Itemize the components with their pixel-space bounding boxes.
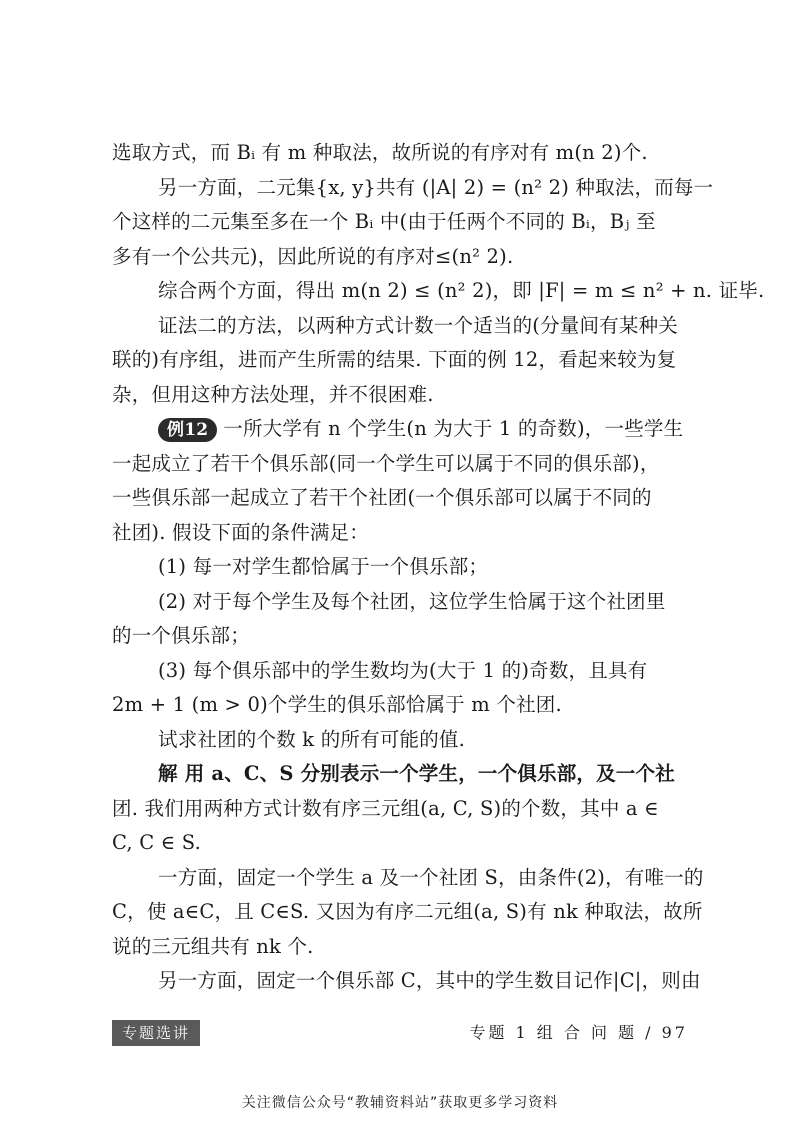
text-line: 社团). 假设下面的条件满足： [112, 520, 370, 544]
text-line: (1) 每一对学生都恰属于一个俱乐部； [158, 555, 489, 578]
text-line: 多有一个公共元)，因此所说的有序对≤(n² 2). [112, 244, 514, 268]
text-line: 解 用 a、C、S 分别表示一个学生，一个俱乐部，及一个社 [158, 762, 675, 785]
text-line: (3) 每个俱乐部中的学生数均为(大于 1 的)奇数，且具有 [158, 658, 648, 682]
page-topic: 专题 1 组 合 问 题 / 97 [469, 1023, 688, 1042]
text-line: 证法二的方法，以两种方式计数一个适当的(分量间有某种关 [158, 313, 679, 337]
text-line: 联的)有序组，进而产生所需的结果. 下面的例 12，看起来较为复 [112, 348, 677, 371]
text-line: C，使 a∈C，且 C∈S. 又因为有序二元组(a, S)有 nk 种取法，故所 [112, 900, 703, 923]
text-line: 个这样的二元集至多在一个 Bᵢ 中(由于任两个不同的 Bᵢ，Bⱼ 至 [112, 210, 656, 233]
text-line: 一所大学有 n 个学生(n 为大于 1 的奇数)，一些学生 [223, 417, 684, 440]
text-line: 综合两个方面，得出 m(n 2) ≤ (n² 2)，即 |F| = m ≤ n² + n. 证毕. [158, 279, 765, 302]
text-line: 一起成立了若干个俱乐部(同一个学生可以属于不同的俱乐部)， [112, 451, 660, 475]
text-line: (2) 对于每个学生及每个社团，这位学生恰属于这个社团里 [158, 589, 666, 613]
text-line: 2m + 1 (m > 0)个学生的俱乐部恰属于 m 个社团. [112, 693, 562, 716]
bottom-note: 关注微信公众号“教辅资料站”获取更多学习资料 [241, 1095, 559, 1111]
text-line: 另一方面，二元集{x, y}共有 (|A| 2) = (n² 2) 种取法，而每一 [158, 175, 714, 199]
example-badge: 例12 [158, 418, 217, 442]
text-line: 另一方面，固定一个俱乐部 C，其中的学生数目记作|C|，则由 [158, 969, 701, 992]
text-line: 说的三元组共有 nk 个. [112, 934, 314, 958]
text-line: 一些俱乐部一起成立了若干个社团(一个俱乐部可以属于不同的 [112, 486, 652, 509]
text-line: 团. 我们用两种方式计数有序三元组(a, C, S)的个数，其中 a ∈ [112, 796, 659, 820]
text-line: 选取方式，而 Bᵢ 有 m 种取法，故所说的有序对有 m(n 2)个. [112, 141, 648, 164]
text-line: 的一个俱乐部； [112, 624, 250, 647]
text-line: 一方面，固定一个学生 a 及一个社团 S，由条件(2)，有唯一的 [158, 865, 704, 889]
text-line: 试求社团的个数 k 的所有可能的值. [158, 727, 466, 751]
text-line: C, C ∈ S. [112, 831, 202, 854]
section-tag: 专题选讲 [112, 1020, 200, 1046]
text-line: 杂，但用这种方法处理，并不很困难. [112, 382, 434, 406]
example-line [158, 416, 683, 442]
